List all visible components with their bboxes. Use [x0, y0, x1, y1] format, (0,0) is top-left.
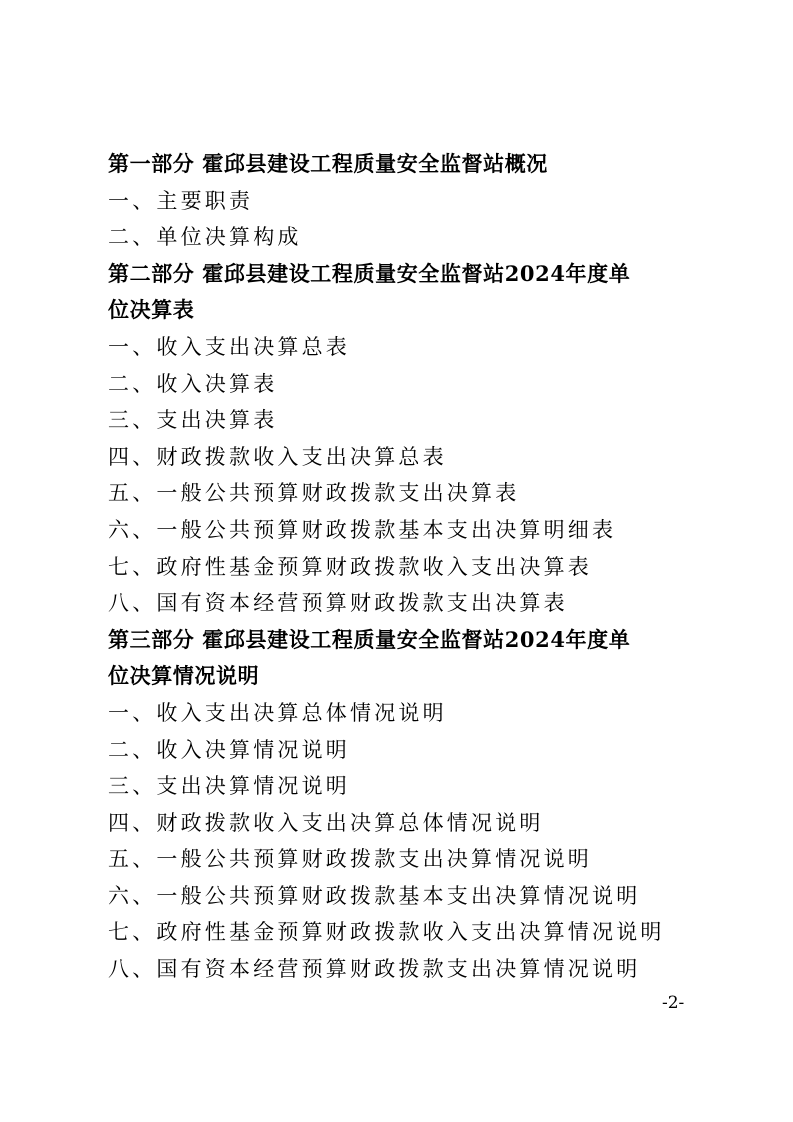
toc-item: 二、单位决算构成 [108, 225, 302, 250]
toc-item: 一、收入支出决算总表 [108, 334, 350, 359]
table-of-contents [108, 146, 698, 988]
part-2-heading-continued: 位决算表 [108, 297, 195, 323]
toc-item: 四、财政拨款收入支出决算总表 [108, 444, 447, 469]
part-2-heading: 第二部分 霍邱县建设工程质量安全监督站2024年度单 [108, 260, 631, 286]
page-number: -2- [662, 993, 685, 1013]
toc-item: 八、国有资本经营预算财政拨款支出决算表 [108, 591, 568, 616]
toc-item: 二、收入决算情况说明 [108, 737, 350, 762]
toc-item: 三、支出决算表 [108, 408, 278, 433]
part-3-heading: 第三部分 霍邱县建设工程质量安全监督站2024年度单 [108, 626, 631, 652]
toc-item: 五、一般公共预算财政拨款支出决算表 [108, 481, 520, 506]
toc-item: 二、收入决算表 [108, 371, 278, 396]
part-3-heading-continued: 位决算情况说明 [108, 663, 260, 689]
toc-item: 七、政府性基金预算财政拨款收入支出决算情况说明 [108, 920, 665, 945]
toc-item: 五、一般公共预算财政拨款支出决算情况说明 [108, 847, 592, 872]
toc-item: 一、收入支出决算总体情况说明 [108, 700, 447, 725]
toc-item: 一、主要职责 [108, 188, 254, 213]
part-1-heading: 第一部分 霍邱县建设工程质量安全监督站概况 [108, 151, 548, 176]
toc-item: 八、国有资本经营预算财政拨款支出决算情况说明 [108, 957, 641, 982]
toc-item: 七、政府性基金预算财政拨款收入支出决算表 [108, 554, 592, 579]
toc-item: 六、一般公共预算财政拨款基本支出决算明细表 [108, 517, 617, 542]
toc-item: 三、支出决算情况说明 [108, 774, 350, 799]
toc-item: 四、财政拨款收入支出决算总体情况说明 [108, 810, 544, 835]
toc-item: 六、一般公共预算财政拨款基本支出决算情况说明 [108, 883, 641, 908]
